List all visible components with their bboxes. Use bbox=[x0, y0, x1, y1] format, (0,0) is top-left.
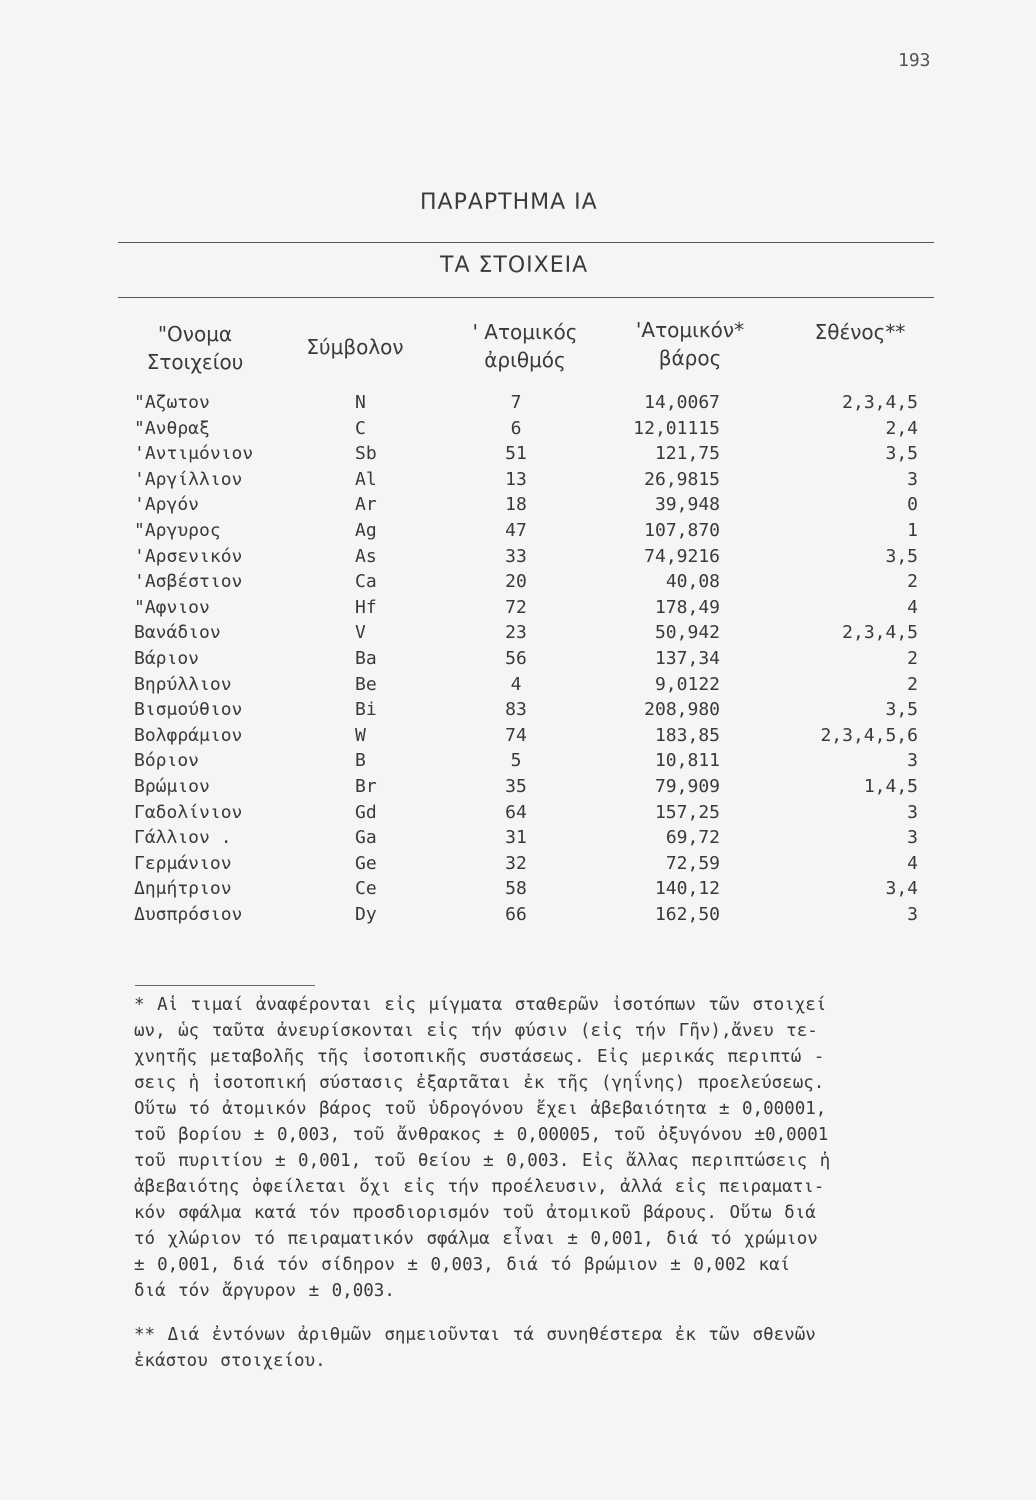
element-name: Γερμάνιον bbox=[134, 852, 232, 874]
element-symbol: Hf bbox=[355, 596, 377, 618]
atomic-weight: 74,9216 bbox=[644, 545, 720, 567]
atomic-number: 18 bbox=[505, 494, 527, 516]
table-row bbox=[0, 853, 1036, 879]
title-rule-top bbox=[118, 242, 934, 243]
table-row bbox=[0, 699, 1036, 725]
element-symbol: Al bbox=[355, 468, 377, 490]
table-row bbox=[0, 520, 1036, 546]
atomic-number: 4 bbox=[510, 673, 522, 695]
valence: 3,5 bbox=[885, 443, 918, 465]
valence: 4 bbox=[907, 596, 918, 618]
valence: 1,4,5 bbox=[863, 776, 918, 797]
element-symbol: Dy bbox=[355, 904, 377, 925]
element-symbol: Ag bbox=[355, 520, 377, 541]
valence: 3 bbox=[907, 468, 918, 490]
atomic-weight: 121,75 bbox=[654, 443, 720, 465]
valence: 3 bbox=[907, 801, 918, 823]
valence: 3,5 bbox=[885, 545, 918, 567]
table-row bbox=[0, 571, 1036, 597]
atomic-weight: 137,34 bbox=[654, 648, 720, 669]
element-symbol: Be bbox=[355, 673, 377, 695]
element-name: "Ανθραξ bbox=[134, 417, 210, 439]
table-row bbox=[0, 443, 1036, 469]
valence: 2 bbox=[907, 673, 918, 695]
element-symbol: Ga bbox=[355, 827, 377, 849]
header-name-line1: "Ονομα bbox=[157, 322, 233, 346]
page-number: 193 bbox=[898, 50, 931, 71]
table-row bbox=[0, 546, 1036, 572]
atomic-weight: 107,870 bbox=[644, 520, 720, 541]
element-symbol: B bbox=[355, 750, 366, 772]
atomic-weight: 39,948 bbox=[654, 494, 720, 516]
atomic-weight: 162,50 bbox=[654, 904, 720, 925]
header-weight-line1: 'Ατομικόν* bbox=[635, 318, 745, 342]
atomic-number: 66 bbox=[505, 904, 527, 925]
atomic-number: 47 bbox=[505, 520, 527, 541]
valence: 3,4 bbox=[885, 878, 918, 900]
atomic-weight: 208,980 bbox=[644, 699, 720, 721]
element-symbol: V bbox=[355, 622, 366, 644]
element-name: Βηρύλλιον bbox=[134, 673, 232, 695]
element-name: Βανάδιον bbox=[134, 622, 221, 644]
atomic-weight: 183,85 bbox=[654, 724, 720, 746]
atomic-number: 5 bbox=[510, 750, 522, 772]
section-title: ΤΑ ΣΤΟΙΧΕΙΑ bbox=[440, 253, 589, 278]
header-symbol: Σύμβολον bbox=[306, 335, 404, 359]
table-row bbox=[0, 725, 1036, 751]
header-weight-line2: βάρος bbox=[658, 346, 722, 370]
valence: 2,3,4,5 bbox=[842, 392, 918, 413]
atomic-number: 13 bbox=[505, 468, 527, 490]
valence: 0 bbox=[907, 494, 918, 516]
atomic-number: 35 bbox=[505, 776, 527, 797]
atomic-weight: 140,12 bbox=[654, 878, 720, 900]
table-row bbox=[0, 494, 1036, 520]
element-symbol: Ba bbox=[355, 648, 377, 669]
element-name: "Αργυρος bbox=[134, 520, 221, 541]
element-name: 'Αρσενικόν bbox=[134, 545, 243, 567]
valence: 3 bbox=[907, 827, 918, 849]
element-name: 'Αργίλλιον bbox=[134, 468, 243, 490]
table-row bbox=[0, 469, 1036, 495]
valence: 3 bbox=[907, 750, 918, 772]
valence: 2,3,4,5,6 bbox=[820, 724, 918, 746]
header-number bbox=[450, 318, 600, 374]
table-row bbox=[0, 648, 1036, 674]
atomic-weight: 79,909 bbox=[654, 776, 720, 797]
element-symbol: N bbox=[355, 392, 366, 413]
table-row bbox=[0, 878, 1036, 904]
element-name: Γαδολίνιον bbox=[134, 801, 243, 823]
element-name: Βολφράμιον bbox=[134, 724, 243, 746]
element-symbol: Sb bbox=[355, 443, 377, 465]
atomic-number: 23 bbox=[505, 622, 527, 644]
element-name: 'Ασβέστιον bbox=[134, 571, 243, 593]
valence: 2 bbox=[907, 571, 918, 593]
table-row bbox=[0, 904, 1036, 930]
atomic-number: 56 bbox=[505, 648, 527, 669]
element-name: Βόριον bbox=[134, 750, 200, 772]
atomic-weight: 14,0067 bbox=[644, 392, 720, 413]
valence: 2 bbox=[907, 648, 918, 669]
atomic-weight: 10,811 bbox=[654, 750, 720, 772]
element-symbol: Ge bbox=[355, 852, 377, 874]
header-name bbox=[120, 320, 270, 376]
atomic-number: 31 bbox=[505, 827, 527, 849]
table-row bbox=[0, 622, 1036, 648]
footnote-valence: ** Διά ἐντόνων ἀριθμῶν σημειοῦνται τά συνηθέστερα ἐκ τῶν σθενῶν ἑκάστου στοιχείου. bbox=[134, 1325, 816, 1371]
element-symbol: Ca bbox=[355, 571, 377, 593]
atomic-number: 20 bbox=[505, 571, 527, 593]
atomic-weight: 157,25 bbox=[654, 801, 720, 823]
atomic-weight: 40,08 bbox=[665, 571, 720, 593]
atomic-weight: 50,942 bbox=[654, 622, 720, 644]
valence: 2,4 bbox=[885, 417, 918, 439]
table-row bbox=[0, 776, 1036, 802]
element-name: Δυσπρόσιον bbox=[134, 904, 243, 925]
table-row bbox=[0, 802, 1036, 828]
atomic-weight: 72,59 bbox=[665, 852, 720, 874]
atomic-weight: 26,9815 bbox=[644, 468, 720, 490]
footnote-atomic-weight: * Αἱ τιμαί ἀναφέρονται εἰς μίγματα σταθερῶν ἰσοτόπων τῶν στοιχεί ων, ὡς ταῦτα ἀνευρίσκονται εἰς τήν φύσιν (εἰς τήν Γῆν),ἄνευ τε- χνητῆς μεταβολῆς τῆς ἰσοτοπικῆς συστάσεως. Εἰς μερικάς περιπτώ - σεις ἡ ἰσοτοπική σύστασις ἐξαρτᾶται ἐκ τῆς (γηΐνης) προελεύσεως. Οὕτω τό ἀτομικόν βάρος τοῦ ὑδρογόνου ἔχει ἀβεβαιότητα ± 0,00001, τοῦ βορίου ± 0,003, τοῦ ἄνθρακος ± 0,00005, τοῦ ὀξυγόνου ±0,0001 τοῦ πυριτίου ± 0,001, τοῦ θείου ± 0,003. Εἰς ἄλλας περιπτώσεις ἡ ἀβεβαιότης ὀφείλεται ὄχι εἰς τήν προέλευσιν, ἀλλά εἰς πειραματι- κόν σφάλμα κατά τόν προσδιορισμόν τοῦ ἀτομικοῦ βάρους. Οὕτω διά τό χλώριον τό πειραματικόν σφάλμα εἶναι ± 0,001, διά τό χρώμιον ± 0,001, διά τόν σίδηρον ± 0,003, διά τό βρώμιον ± 0,002 καί διά τόν ἄργυρον ± 0,003. bbox=[134, 995, 831, 1301]
appendix-title: ΠΑΡΑΡΤΗΜΑ ΙΑ bbox=[420, 190, 598, 215]
atomic-weight: 12,01115 bbox=[633, 417, 720, 439]
table-row bbox=[0, 392, 1036, 418]
atomic-number: 33 bbox=[505, 545, 527, 567]
header-name-line2: Στοιχείου bbox=[146, 350, 244, 374]
table-row bbox=[0, 674, 1036, 700]
atomic-weight: 178,49 bbox=[654, 596, 720, 618]
element-name: 'Αργόν bbox=[134, 494, 200, 516]
table-row bbox=[0, 418, 1036, 444]
atomic-number: 51 bbox=[505, 443, 527, 465]
element-name: "Αζωτον bbox=[134, 392, 210, 413]
element-symbol: W bbox=[355, 724, 366, 746]
atomic-number: 58 bbox=[505, 878, 527, 900]
table-row bbox=[0, 827, 1036, 853]
element-symbol: Br bbox=[355, 776, 377, 797]
element-name: Βάριον bbox=[134, 648, 200, 669]
element-name: Βισμούθιον bbox=[134, 699, 243, 721]
header-valence: Σθένος** bbox=[814, 320, 906, 344]
element-symbol: As bbox=[355, 545, 377, 567]
element-name: 'Αντιμόνιον bbox=[134, 443, 254, 465]
valence: 3,5 bbox=[885, 699, 918, 721]
atomic-weight: 9,0122 bbox=[654, 673, 720, 695]
footnote-rule bbox=[135, 985, 315, 986]
atomic-number: 6 bbox=[510, 417, 522, 439]
valence: 3 bbox=[907, 904, 918, 925]
element-name: "Αφνιον bbox=[134, 596, 210, 618]
element-symbol: Ar bbox=[355, 494, 377, 516]
atomic-number: 64 bbox=[505, 801, 527, 823]
element-symbol: C bbox=[355, 417, 366, 439]
element-symbol: Bi bbox=[355, 699, 377, 721]
valence: 2,3,4,5 bbox=[842, 622, 918, 644]
atomic-number: 7 bbox=[510, 392, 522, 413]
atomic-number: 83 bbox=[505, 699, 527, 721]
valence: 1 bbox=[907, 520, 918, 541]
element-name: Γάλλιον . bbox=[134, 827, 232, 849]
element-symbol: Gd bbox=[355, 801, 377, 823]
atomic-number: 72 bbox=[505, 596, 527, 618]
table-row bbox=[0, 750, 1036, 776]
element-name: Δημήτριον bbox=[134, 878, 232, 900]
title-rule-bottom bbox=[118, 297, 934, 298]
header-weight bbox=[615, 316, 765, 372]
atomic-number: 32 bbox=[505, 852, 527, 874]
atomic-weight: 69,72 bbox=[665, 827, 720, 849]
table-row bbox=[0, 597, 1036, 623]
atomic-number: 74 bbox=[505, 724, 527, 746]
element-name: Βρώμιον bbox=[134, 776, 210, 797]
header-number-line1: ' Ατομικός bbox=[472, 320, 578, 344]
valence: 4 bbox=[907, 852, 918, 874]
element-symbol: Ce bbox=[355, 878, 377, 900]
header-number-line2: ἀριθμός bbox=[484, 348, 566, 372]
